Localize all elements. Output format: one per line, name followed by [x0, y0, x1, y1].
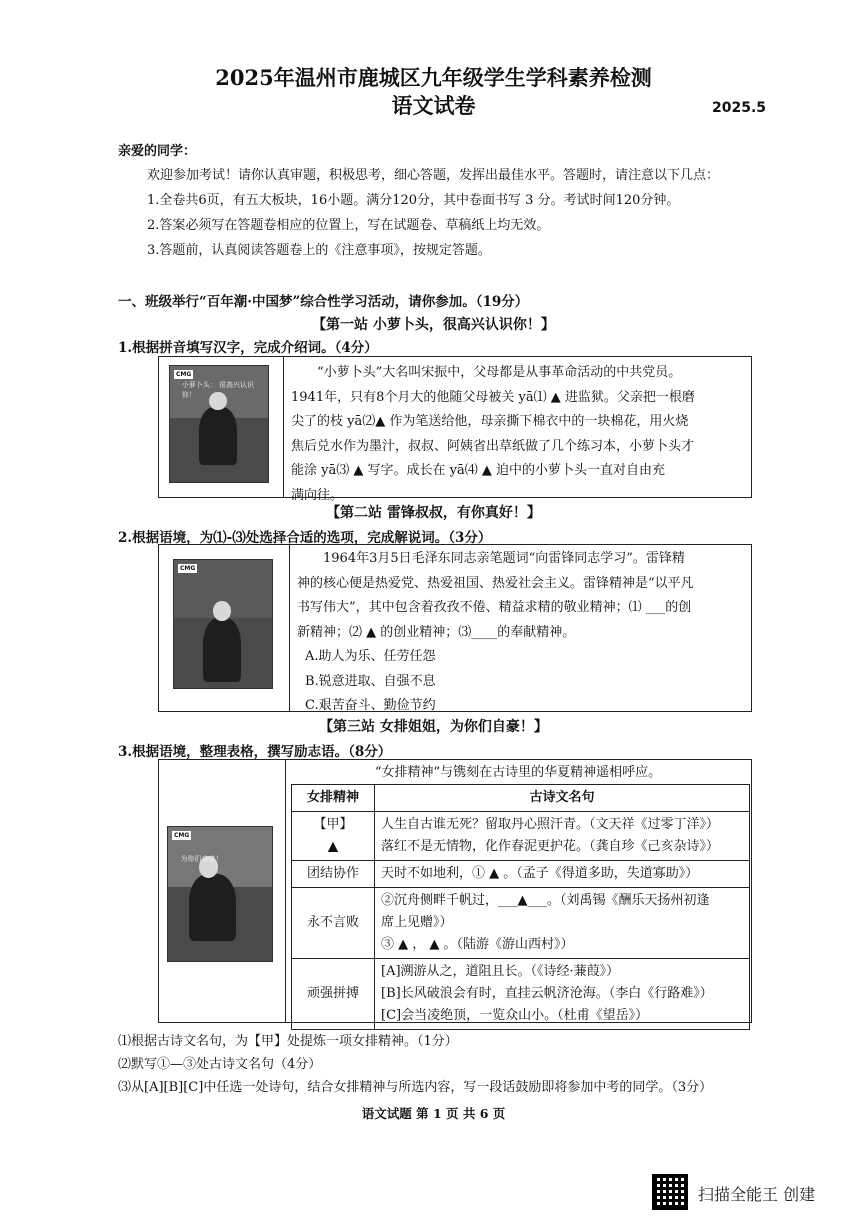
volleyball-image: [167, 826, 273, 962]
table-row: [292, 959, 750, 1030]
passage-line: 新精神；⑵ ▲ 的创业精神；⑶____的奉献精神。: [297, 624, 576, 640]
cmg-logo: CMG: [176, 371, 192, 378]
cmg-logo: CMG: [180, 565, 196, 572]
table-caption: “女排精神”与镌刻在古诗里的华夏精神遥相呼应。: [374, 765, 662, 780]
passage-line: “小萝卜头”大名叫宋振中，父母都是从事革命活动的中共党员。: [317, 365, 682, 380]
passage-line: 书写伟大”，其中包含着孜孜不倦、精益求精的敬业精神；⑴ ___的创: [297, 600, 692, 615]
question-3: 3.根据语境，整理表格，撰写励志语。（8分）: [118, 744, 392, 760]
note-1: 1.全卷共6页，有五大板块，16小题。满分120分，其中卷面书写 3 分。考试时间120分钟。: [147, 193, 680, 208]
page-footer: 语文试题 第 1 页 共 6 页: [361, 1106, 506, 1121]
question-1-passage: [291, 361, 741, 508]
exam-date: 2025.5: [712, 100, 767, 116]
answer-blank[interactable]: ▲: [328, 839, 338, 854]
greeting: 亲爱的同学：: [118, 144, 197, 159]
note-3: 3.答题前，认真阅读答题卷上的《注意事项》，按规定答题。: [147, 243, 491, 258]
passage-line: 尖了的枝 yā⑵▲ 作为笔送给他，母亲撕下棉衣中的一块棉花，用火烧: [291, 414, 689, 429]
poem-line: [C]会当凌绝顶，一览众山小。（杜甫《望岳》）: [381, 1008, 649, 1023]
exam-subtitle: 语文试卷: [391, 93, 476, 118]
poem-line: 人生自古谁无死？留取丹心照汗青。（文天祥《过零丁洋》）: [381, 817, 720, 832]
question-2-passage: [297, 547, 743, 719]
passage-line: 1964年3月5日毛泽东同志亲笔题词“向雷锋同志学习”。雷锋精: [323, 551, 685, 566]
poetry-table: [291, 784, 750, 1030]
question-1: 1.根据拼音填写汉字，完成介绍词。（4分）: [118, 340, 378, 356]
option-a: A.助人为乐、任劳任怨: [305, 649, 436, 664]
passage-line: 焦后兑水作为墨汁，叔叔、阿姨省出草纸做了几个练习本，小萝卜头才: [291, 438, 695, 454]
option-b: B.锐意进取、自强不息: [305, 673, 436, 689]
cmg-logo: CMG: [174, 832, 190, 839]
table-row: [292, 812, 750, 861]
table-row: [292, 888, 750, 959]
station-1-title: 【第一站 小萝卜头，很高兴认识你！】: [312, 317, 555, 333]
table-row: [292, 861, 750, 888]
poem-line: 天时不如地利，① ▲ 。（孟子《得道多助，失道寡助》）: [375, 861, 750, 888]
table-header-spirit: 女排精神: [292, 785, 375, 812]
option-c: C.艰苦奋斗、勤俭节约: [305, 698, 436, 713]
spirit-cell: 永不言败: [292, 888, 375, 959]
passage-line: 1941年，只有8个月大的他随父母被关 yā⑴ ▲ 进监狱。父亲把一根磨: [291, 389, 695, 405]
sub-question-2: ⑵默写①—③处古诗文名句（4分）: [118, 1057, 322, 1072]
station-3-title: 【第三站 女排姐姐，为你们自豪！】: [319, 719, 548, 735]
passage-line: 满向往。: [291, 487, 344, 503]
poem-line: 落红不是无情物，化作春泥更护花。（龚自珍《己亥杂诗》）: [381, 839, 720, 854]
image-caption: 为你们自豪！: [180, 854, 223, 863]
spirit-cell: 团结协作: [292, 861, 375, 888]
station-2-title: 【第二站 雷锋叔叔，有你真好！】: [326, 505, 541, 521]
poem-line: [B]长风破浪会有时，直挂云帆济沧海。（李白《行路难》）: [381, 986, 713, 1001]
question-1-box: [158, 356, 752, 503]
table-header-poetry: 古诗文名句: [375, 785, 750, 812]
note-2: 2.答案必须写在答题卷相应的位置上，写在试题卷、草稿纸上均无效。: [147, 218, 550, 233]
sub-question-1: ⑴根据古诗文名句，为【甲】处提炼一项女排精神。（1分）: [118, 1034, 458, 1049]
scanner-watermark: 扫描全能王 创建: [698, 1185, 816, 1204]
image-caption: 小萝卜头： 很高兴认识你！: [181, 380, 254, 399]
leifeng-image: [173, 559, 273, 689]
spirit-cell: 顽强拼搏: [292, 959, 375, 1030]
welcome-text: 欢迎参加考试！请你认真审题，积极思考，细心答题，发挥出最佳水平。答题时，请注意以下几点：: [147, 168, 720, 183]
exam-title: 2025年温州市鹿城区九年级学生学科素养检测: [215, 65, 652, 90]
poem-line: ③ ▲ ， ▲ 。（陆游《游山西村》）: [381, 937, 574, 952]
question-2: 2.根据语境，为⑴-⑶处选择合适的选项，完成解说词。（3分）: [118, 530, 492, 546]
sub-question-3: ⑶从[A][B][C]中任选一处诗句，结合女排精神与所选内容，写一段话鼓励即将参加中考的同学。（3分）: [118, 1080, 713, 1095]
poem-line: ②沉舟侧畔千帆过，___▲___。（刘禹锡《酬乐天扬州初逢: [381, 893, 710, 908]
poem-line: [A]溯游从之，道阻且长。（《诗经·蒹葭》）: [381, 964, 620, 979]
section-heading: 一、班级举行“百年潮·中国梦”综合性学习活动，请你参加。（19分）: [118, 294, 529, 310]
xiaoluobotou-image: [169, 365, 269, 483]
poem-line: 席上见赠》）: [381, 915, 453, 930]
passage-line: 能涂 yā⑶ ▲ 写字。成长在 yā⑷ ▲ 迫中的小萝卜头一直对自由充: [291, 463, 665, 478]
passage-line: 神的核心便是热爱党、热爱祖国、热爱社会主义。雷锋精神是“以平凡: [297, 575, 694, 591]
spirit-cell: 【甲】: [313, 817, 353, 832]
question-2-box: [158, 544, 752, 712]
qr-code-icon: [652, 1174, 688, 1210]
